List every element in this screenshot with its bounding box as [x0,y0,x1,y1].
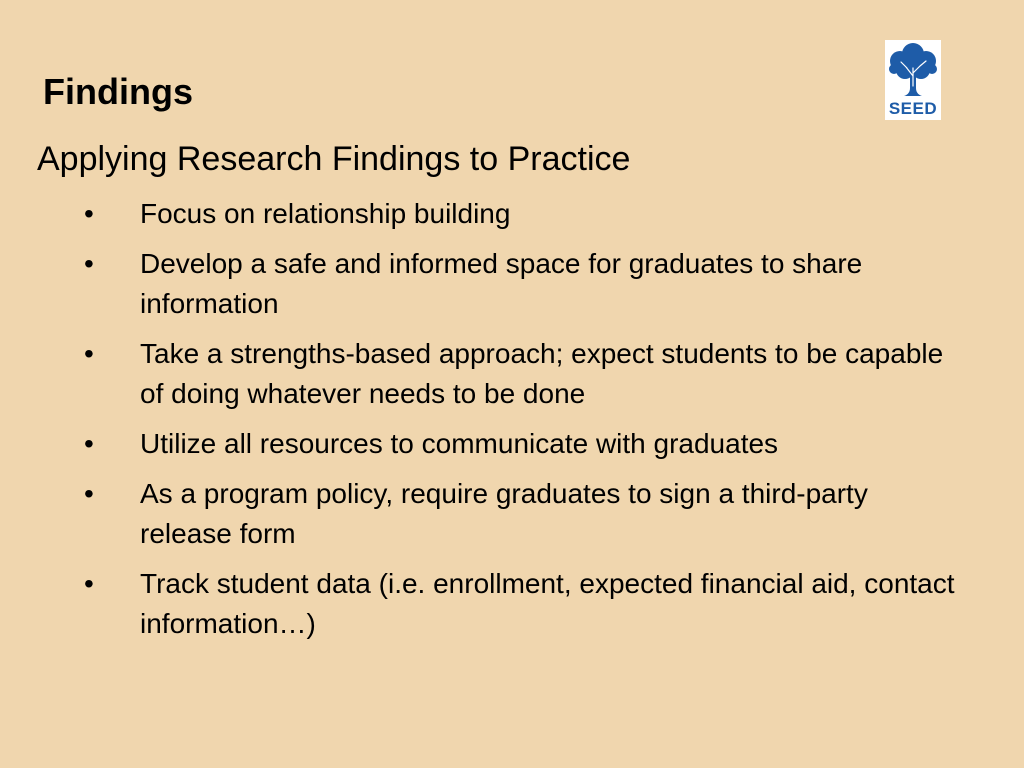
list-item [80,424,960,464]
bullet-text: Take a strengths-based approach; expect students to be capable of doing whatever needs to be done [140,338,944,409]
bullet-text: Utilize all resources to communicate with graduates [140,428,779,459]
list-item [80,194,960,234]
seed-logo [885,40,941,120]
bullet-marker: • [84,428,94,459]
list-item [80,244,960,324]
bullet-marker: • [84,478,94,509]
list-item [80,564,960,644]
list-item [80,474,960,554]
bullet-text: Track student data (i.e. enrollment, expected financial aid, contact information…) [140,568,955,639]
slide-title: Findings [43,71,193,112]
bullet-text: Develop a safe and informed space for graduates to share information [140,248,863,319]
tree-icon [885,40,941,100]
bullet-list [80,194,960,654]
list-item [80,334,960,414]
bullet-text: Focus on relationship building [140,198,511,229]
bullet-marker: • [84,198,94,229]
bullet-marker: • [84,338,94,369]
bullet-marker: • [84,568,94,599]
logo-text: SEED [888,99,938,118]
subheading: Applying Research Findings to Practice [37,140,631,178]
bullet-text: As a program policy, require graduates to sign a third-party release form [140,478,868,549]
bullet-marker: • [84,248,94,279]
